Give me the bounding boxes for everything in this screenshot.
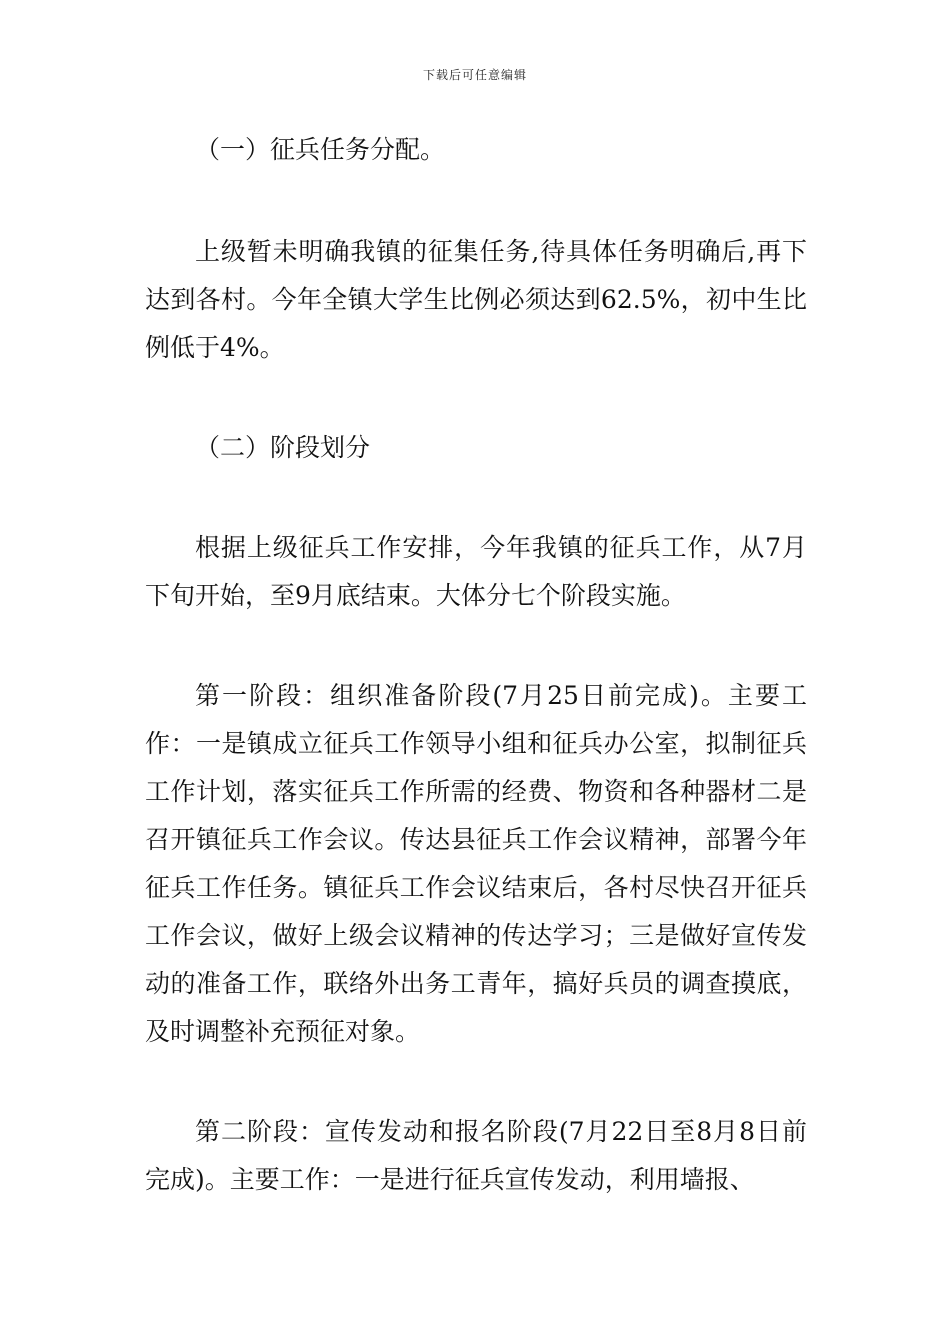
paragraph-task-allocation: 上级暂未明确我镇的征集任务,待具体任务明确后,再下达到各村。今年全镇大学生比例必须达到62.5%，初中生比例低于4%。 <box>145 237 807 362</box>
section-heading-stage-division: （二）阶段划分 <box>195 433 371 462</box>
page-header-note: 下载后可任意编辑 <box>422 68 527 82</box>
paragraph-stage-one: 第一阶段：组织准备阶段(7月25日前完成)。主要工作：一是镇成立征兵工作领导小组和征兵办公室，拟制征兵工作计划，落实征兵工作所需的经费、物资和各种器材二是召开镇征兵工作会议。传达县征兵工作会议精神，部署今年征兵工作任务。镇征兵工作会议结束后，各村尽快召开征兵工作会议，做好上级会议精神的传达学习；三是做好宣传发动的准备工作，联络外出务工青年，搞好兵员的调查摸底，及时调整补充预征对象。 <box>145 681 807 1046</box>
section-heading-task-allocation: （一）征兵任务分配。 <box>195 135 446 164</box>
paragraph-stage-two: 第二阶段：宣传发动和报名阶段(7月22日至8月8日前完成)。主要工作：一是进行征兵宣传发动，利用墙报、 <box>145 1117 807 1194</box>
paragraph-stage-overview: 根据上级征兵工作安排，今年我镇的征兵工作，从7月下旬开始，至9月底结束。大体分七个阶段实施。 <box>145 533 807 610</box>
document-body <box>145 126 807 1204</box>
